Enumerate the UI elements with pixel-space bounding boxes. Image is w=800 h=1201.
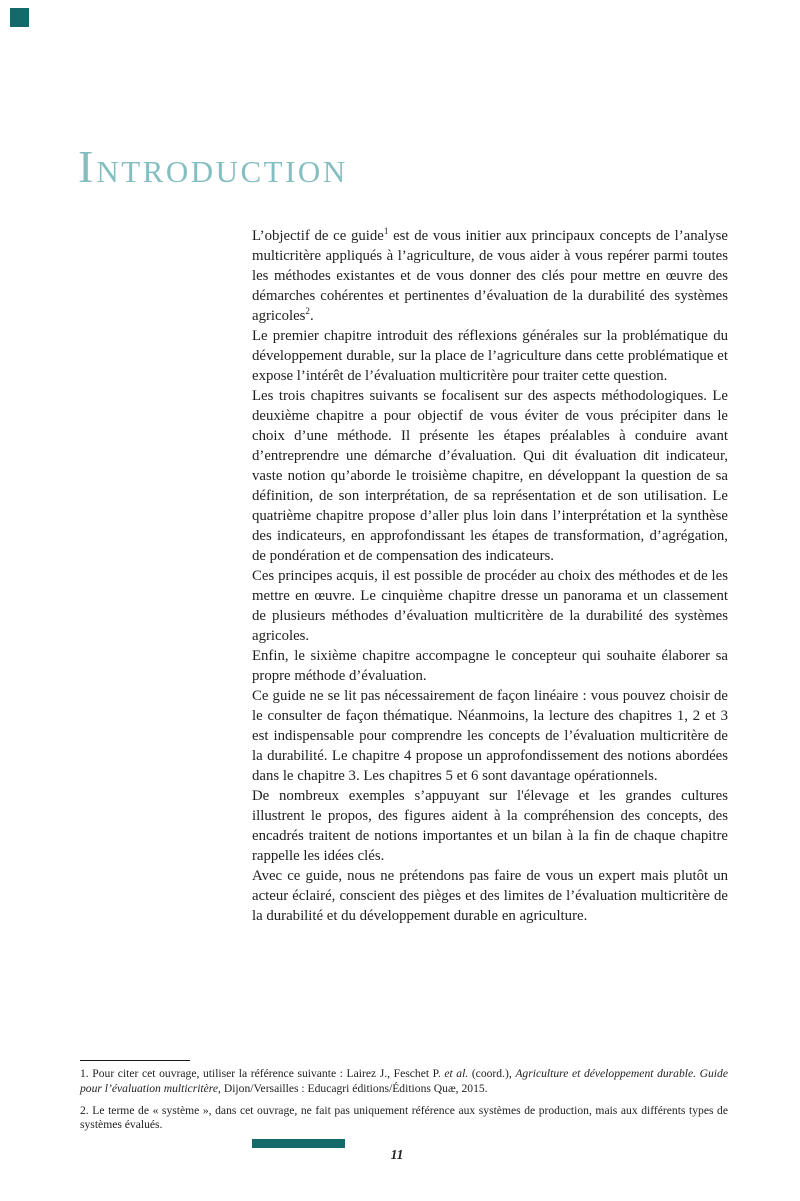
text-segment: 1. Pour citer cet ouvrage, utiliser la référence suivante : Lairez J., Feschet P.	[80, 1067, 445, 1080]
paragraph	[252, 646, 728, 686]
text-segment: Agriculture et développement durable. Guide pour l’évaluation multicritère	[80, 1067, 728, 1095]
text-segment: Ce guide ne se lit pas nécessairement de façon linéaire : vous pouvez choisir de le consulter de façon thématique. Néanmoins, la lecture des chapitres 1, 2 et 3 est indispensable pour comprendre les concepts de l’évaluation multicritère de la durabilité. Le chapitre 4 propose un approfondissement des notions abordées dans le chapitre 3. Les chapitres 5 et 6 sont davantage opérationnels.	[252, 688, 728, 784]
footnote-reference: 1	[383, 226, 389, 237]
paragraph	[252, 866, 728, 926]
text-segment: .	[310, 308, 314, 324]
text-segment: (coord.),	[468, 1067, 516, 1080]
paragraph	[252, 686, 728, 786]
body-text	[252, 226, 728, 926]
paragraph	[252, 566, 728, 646]
text-segment: , Dijon/Versailles : Educagri éditions/Éditions Quæ, 2015.	[218, 1081, 488, 1095]
text-segment: L’objectif de ce guide	[252, 228, 384, 244]
page-title: INTRODUCTION	[78, 140, 348, 192]
footnote	[80, 1104, 728, 1134]
footer-accent-bar	[252, 1139, 345, 1148]
paragraph	[252, 226, 728, 326]
footnote	[80, 1067, 728, 1097]
text-segment: et al.	[444, 1067, 469, 1080]
paragraph	[252, 386, 728, 566]
text-segment: est de vous initier aux principaux concepts de l’analyse multicritère appliqués à l’agriculture, de vous aider à vous repérer parmi toutes les méthodes existantes et de vous donner des clés pour mettre en œuvre des démarches cohérentes et pertinentes d’évaluation de la durabilité des systèmes agricoles	[252, 228, 729, 324]
paragraph	[252, 786, 728, 866]
text-segment: Le premier chapitre introduit des réflexions générales sur la problématique du développement durable, sur la place de l’agriculture dans cette problématique et expose l’intérêt de l’évaluation multicritère pour traiter cette question.	[252, 328, 728, 384]
text-segment: Les trois chapitres suivants se focalisent sur des aspects méthodologiques. Le deuxième chapitre a pour objectif de vous éviter de vous précipiter dans le choix d’une méthode. Il présente les étapes préalables à conduire avant d’entreprendre une démarche d’évaluation. Qui dit évaluation dit indicateur, vaste notion qu’aborde le troisième chapitre, en développant la question de sa définition, de son interprétation, de sa représentation et de son utilisation. Le quatrième chapitre propose d’aller plus loin dans l’interprétation et la synthèse des indicateurs, en approfondissant les étapes de transformation, d’agrégation, de pondération et de compensation des indicateurs.	[252, 388, 728, 564]
text-segment: 2. Le terme de « système », dans cet ouvrage, ne fait pas uniquement référence aux systèmes de production, mais aux différents types de systèmes évalués.	[80, 1103, 728, 1132]
text-segment: Enfin, le sixième chapitre accompagne le concepteur qui souhaite élaborer sa propre méthode d’évaluation.	[252, 648, 728, 684]
footnote-reference: 2	[305, 306, 310, 317]
text-segment: De nombreux exemples s’appuyant sur l'élevage et les grandes cultures illustrent le propos, des figures aident à la compréhension des concepts, des encadrés traitent de notions importantes et un bilan à la fin de chaque chapitre rappelle les idées clés.	[252, 788, 728, 864]
text-segment: Ces principes acquis, il est possible de procéder au choix des méthodes et de les mettre en œuvre. Le cinquième chapitre dresse un panorama et un classement de plusieurs méthodes d’évaluation multicritère de la durabilité des systèmes agricoles.	[252, 568, 728, 644]
paragraph	[252, 326, 728, 386]
corner-accent-square	[10, 8, 29, 27]
footnote-separator	[80, 1060, 190, 1061]
footnotes	[80, 1067, 728, 1140]
text-segment: Avec ce guide, nous ne prétendons pas faire de vous un expert mais plutôt un acteur éclairé, conscient des pièges et des limites de l’évaluation multicritère de la durabilité et du développement durable en agriculture.	[252, 868, 728, 924]
page-number: 11	[390, 1147, 404, 1162]
